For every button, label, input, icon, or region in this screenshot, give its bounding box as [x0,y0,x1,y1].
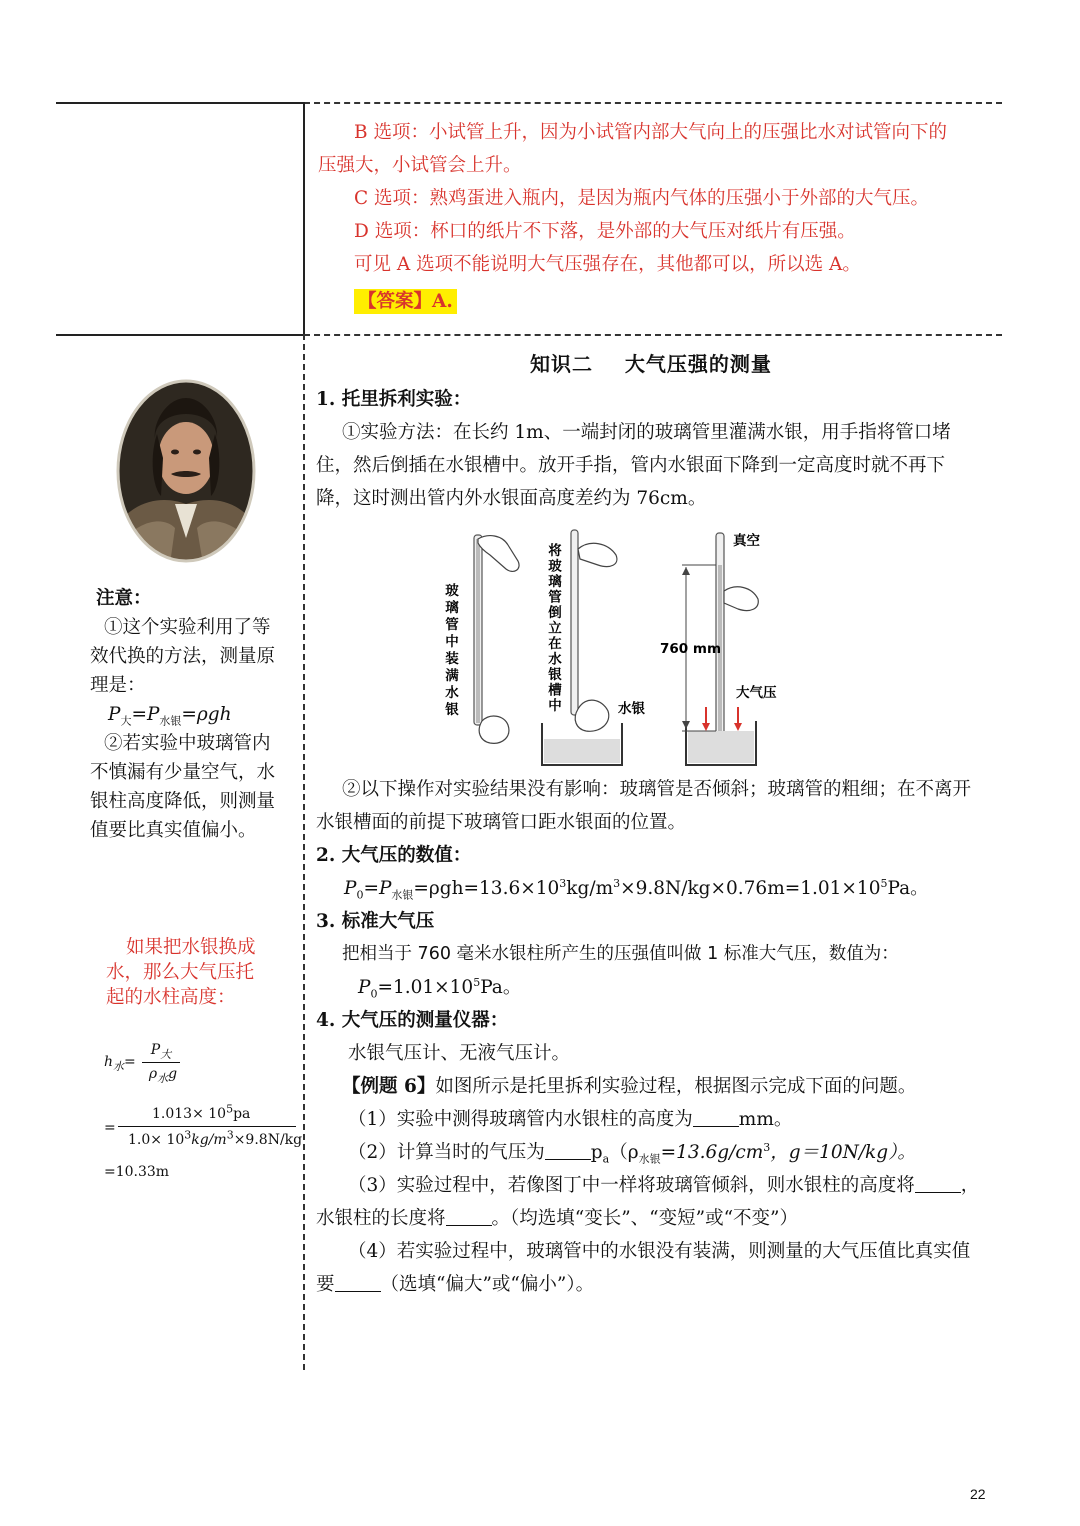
label-mercury: 水银 [618,701,645,717]
note-line3: 理是： [90,675,146,696]
frac2-den-unit: kg/m [191,1132,227,1148]
formula-frac2-den [128,1128,303,1148]
formula-lhs [104,1054,136,1073]
note-line6: 银柱高度降低，则测量 [90,791,276,812]
no-effect-line2: 水银槽面的前提下玻璃管口距水银面的位置。 [316,812,687,833]
method-line2: 住，然后倒插在水银槽中。放开手指，管内水银面下降到一定高度时就不再下 [316,455,946,476]
column-divider-top [303,102,305,334]
example-intro-text: 如图所示是托里拆利实验过程，根据图示完成下面的问题。 [435,1076,917,1097]
hand-steady-icon [724,587,758,611]
q3-options: 。（均选填“变长”、“变短”或“不变”） [491,1208,799,1229]
answer-highlight: 【答案】A. [354,289,457,314]
value-formula [316,872,988,905]
q3-blank-length[interactable] [446,1207,492,1226]
instrument-items: 水银气压计、无液气压计。 [348,1043,571,1064]
method-line1: ①实验方法：在长约 1m、一端封闭的玻璃管里灌满水银，用手指将管口堵 [342,422,951,443]
q2-unit: p [590,1142,603,1163]
value-rest: =ρgh=13.6×10 [413,878,560,899]
q4-blank[interactable] [335,1273,381,1292]
formula-eq2: = [104,1120,116,1136]
value-rest2: kg/m [566,878,614,899]
option-d-line: D 选项：杯口的纸片不下落，是外部的大气压对纸片有压强。 [354,221,856,242]
standard-end: Pa。 [480,977,522,998]
standard-heading: 3. 标准大气压 [316,911,435,932]
tube-filling-figure [445,535,519,743]
value-exp3: 3 [559,876,567,890]
middle-rule-left [56,334,304,336]
example-label: 【例题 6】 [342,1076,436,1097]
red-note [106,935,276,1010]
no-effect-section [316,773,988,1301]
standard-sub: 0 [370,987,378,1001]
value-p: P [344,878,357,899]
hand-hold-icon [578,543,617,566]
example-intro [316,1070,988,1103]
value-sub-hg: 水银 [391,888,414,902]
torricelli-heading: 1. 托里拆利实验： [316,389,472,410]
no-effect-line1: ②以下操作对实验结果没有影响：玻璃管是否倾斜；玻璃管的粗细；在不离开 [342,779,972,800]
value-sub0: 0 [356,888,364,902]
frac2-den-rest: ×9.8N/kg [233,1132,303,1148]
hand-top-icon [478,536,519,572]
note-f-eq: =P [131,704,160,725]
frac1-den-rho: ρ [148,1066,158,1082]
q2-sub: 水银 [638,1152,661,1166]
label-invert-tube-text: 将玻璃管倒立在水银槽中 [548,543,562,714]
red-note-line2: 水，那么大气压托 [106,962,255,983]
note-f-sub1: 大 [120,714,132,728]
q2-paren: （ρ [609,1142,639,1163]
frac2-den-exp: 3 [184,1128,192,1142]
torricelli-section [316,383,988,515]
section-title: 知识二 大气压强的测量 [530,352,772,376]
formula-frac1-bar [142,1062,180,1063]
top-rule-left [56,102,304,104]
standard-exp: 5 [473,975,481,989]
note-line4: ②若实验中玻璃管内 [104,733,271,754]
column-divider-bottom [303,334,305,1370]
label-fill-tube [445,582,459,718]
question-3-line2 [316,1202,988,1235]
formula-frac2-bar [118,1126,296,1127]
value-end: Pa。 [887,878,929,899]
red-note-line1: 如果把水银换成 [126,937,256,958]
tube-result-figure [660,532,777,765]
q2-g: ，g＝10N/kg）。 [770,1142,916,1163]
frac1-num-p: P [150,1042,161,1058]
q2-density: =13.6g/cm [660,1142,764,1163]
label-vacuum: 真空 [733,533,760,549]
red-note-line3: 起的水柱高度： [106,987,236,1008]
instrument-heading: 4. 大气压的测量仪器： [316,1010,509,1031]
formula-eq1: = [124,1054,136,1070]
question-4-line1: （4）若实验过程中，玻璃管中的水银没有装满，则测量的大气压值比真实值 [348,1241,971,1262]
standard-desc: 把相当于 760 毫米水银柱所产生的压强值叫做 1 标准大气压，数值为： [342,944,899,964]
answer-line [318,285,988,318]
q1-text: （1）实验中测得玻璃管内水银柱的高度为 [348,1109,693,1130]
q1-unit: mm。 [738,1109,793,1130]
label-fill-tube-text: 玻璃管中装满水银 [445,583,459,718]
formula-result: =10.33m [104,1164,170,1180]
standard-p: P [358,977,371,998]
answer-explanation [318,116,988,318]
value-exp3b: 3 [613,876,621,890]
frac2-den-val: 1.0× 10 [128,1132,185,1148]
value-rest3: ×9.8N/kg×0.76m=1.01×10 [620,878,881,899]
note-f-rest: =ρgh [181,704,232,725]
note-line1: ①这个实验利用了等 [104,617,271,638]
note-block [90,584,290,845]
hand-bottom-icon [479,716,509,743]
option-b-line2: 压强大，小试管会上升。 [318,155,522,176]
formula-h: h [104,1054,114,1070]
q2-unit-sub: a [602,1152,610,1166]
note-line5: 不慎漏有少量空气，水 [90,762,276,783]
q3-text: （3）实验过程中，若像图丁中一样将玻璃管倾斜，则水银柱的高度将 [348,1175,915,1196]
label-invert-tube [548,542,562,714]
q3-comma: ， [960,1175,980,1196]
question-4-line2 [316,1268,988,1301]
q3-blank-height[interactable] [915,1174,961,1193]
top-rule-right [304,102,1002,104]
middle-rule-right [304,334,1002,336]
frac1-den-sub: 水 [157,1071,169,1085]
q3-length-text: 水银柱的长度将 [316,1208,446,1229]
formula-frac2-num [152,1102,251,1122]
standard-mid: =1.01×10 [377,977,474,998]
q4-options: （选填“偏大”或“偏小”）。 [380,1274,595,1295]
tube-invert-figure [542,530,646,765]
note-f-sub2: 水银 [159,714,182,728]
frac2-num-val: 1.013× 10 [152,1106,227,1122]
note-title: 注意： [96,588,152,609]
method-line3: 降，这时测出管内外水银面高度差约为 76cm。 [316,488,707,509]
q1-blank[interactable] [693,1108,739,1127]
standard-value [316,971,988,1004]
question-3-line1 [316,1169,988,1202]
formula-frac1-num [144,1042,178,1061]
note-line2: 效代换的方法，测量原 [90,646,276,667]
value-eq: =P [363,878,392,899]
frac2-den-exp2: 3 [226,1128,234,1142]
label-atm: 大气压 [736,685,777,701]
frac2-num-unit: pa [233,1106,251,1122]
frac2-num-exp: 5 [226,1102,234,1116]
q2-blank[interactable] [545,1141,591,1160]
option-c-line: C 选项：熟鸡蛋进入瓶内，是因为瓶内气体的压强小于外部的大气压。 [354,188,930,209]
q4-text: 要 [316,1274,335,1295]
question-1 [316,1103,988,1136]
question-2 [316,1136,988,1169]
formula-h-sub: 水 [113,1059,125,1073]
option-b-line1: B 选项：小试管上升，因为小试管内部大气向上的压强比水对试管向下的 [354,122,947,143]
value-exp5: 5 [880,876,888,890]
label-height: 760 mm [660,641,722,657]
formula-frac1-den [144,1066,182,1085]
frac1-num-sub: 大 [160,1047,172,1061]
note-f-p: P [108,704,121,725]
torricelli-diagram [430,525,790,775]
q2-text: （2）计算当时的气压为 [348,1142,545,1163]
note-line7: 值要比真实值偏小。 [90,820,257,841]
note-formula [90,700,290,729]
value-heading: 2. 大气压的数值： [316,845,472,866]
torricelli-portrait [115,378,257,564]
hand-finger-icon [575,700,609,731]
conclusion-line: 可见 A 选项不能说明大气压强存在，其他都可以，所以选 A。 [354,254,861,275]
frac1-den-g: g [168,1066,178,1082]
page-number: 22 [970,1486,986,1502]
q2-exp: 3 [763,1140,771,1154]
